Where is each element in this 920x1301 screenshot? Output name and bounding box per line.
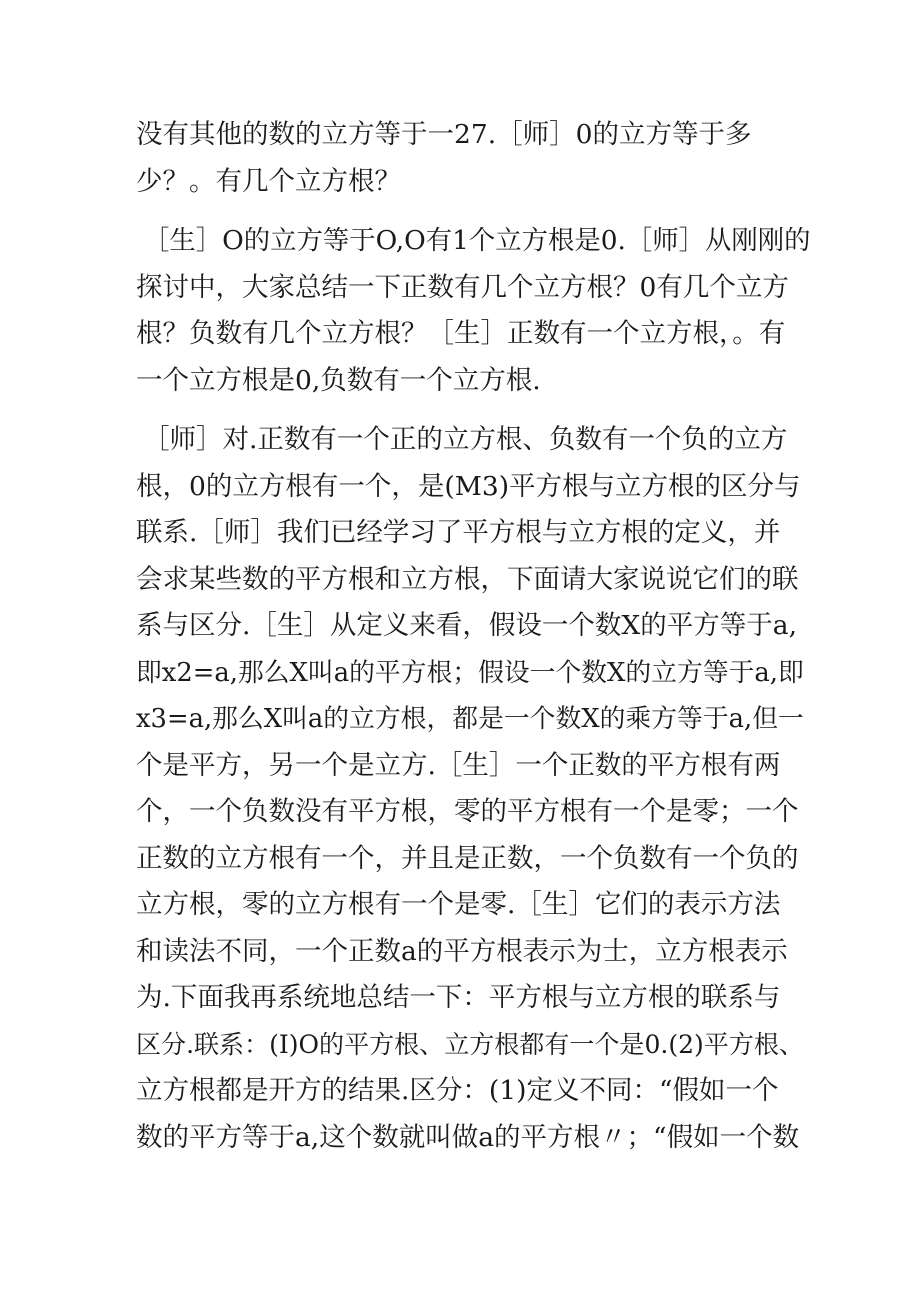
paragraph-2 [136,218,811,265]
text-line: 探讨中，大家总结一下正数有几个立方根？0有几个立方 [136,271,789,303]
paragraph-3-continued [136,464,804,1162]
text-line: 一个立方根是0,负数有一个立方根. [136,364,541,396]
text-line: ［生］O的立方等于O,O有1个立方根是0.［师］从刚刚的 [143,226,811,256]
text-line: 少？。有几个立方根？ [136,165,401,197]
text-line: 立方根都是开方的结果.区分：(1)定义不同：“假如一个 [136,1075,779,1106]
paragraph-1 [136,112,796,205]
text-line: 为.下面我再系统地总结一下：平方根与立方根的联系与 [136,982,781,1013]
text-line: ［师］对.正数有一个正的立方根、负数有一个负的立方 [143,424,788,455]
text-line: 区分.联系：(I)O的平方根、立方根都有一个是0.(2)平方根、 [136,1029,804,1059]
text-line: 和读法不同，一个正数a的平方根表示为士，立方根表示 [136,935,788,967]
text-line: 联系.［师］我们已经学习了平方根与立方根的定义，并 [136,517,781,548]
text-line: 个是平方，另一个是立方.［生］一个正数的平方根有两 [136,749,781,781]
text-line: 个，一个负数没有平方根，零的平方根有一个是零；一个 [136,796,799,827]
text-line: 根？负数有几个立方根？［生］正数有一个立方根，。有 [136,318,786,349]
text-line: 正数的立方根有一个，并且是正数，一个负数有一个负的 [136,842,799,874]
text-line: 系与区分.［生］从定义来看，假设一个数X的平方等于a, [136,610,798,641]
text-line: 立方根，零的立方根有一个是零.［生］它们的表示方法 [136,889,781,920]
text-line: 会求某些数的平方根和立方根，下面请大家说说它们的联 [136,563,799,595]
text-line: 数的平方等于a,这个数就叫做a的平方根〃；“假如一个数 [136,1121,800,1153]
text-line: 没有其他的数的立方等于一27.［师］0的立方等于多 [136,119,752,150]
text-line: 即x2=a,那么X叫a的平方根；假设一个数X的立方等于a,即 [136,657,804,688]
paragraph-2-continued [136,265,796,405]
text-line: x3=a,那么X叫a的立方根，都是一个数X的乘方等于a,但一 [136,704,804,734]
document-body [136,112,811,1161]
paragraph-3 [136,417,796,464]
text-line: 根，0的立方根有一个，是(M3)平方根与立方根的区分与 [136,470,801,502]
